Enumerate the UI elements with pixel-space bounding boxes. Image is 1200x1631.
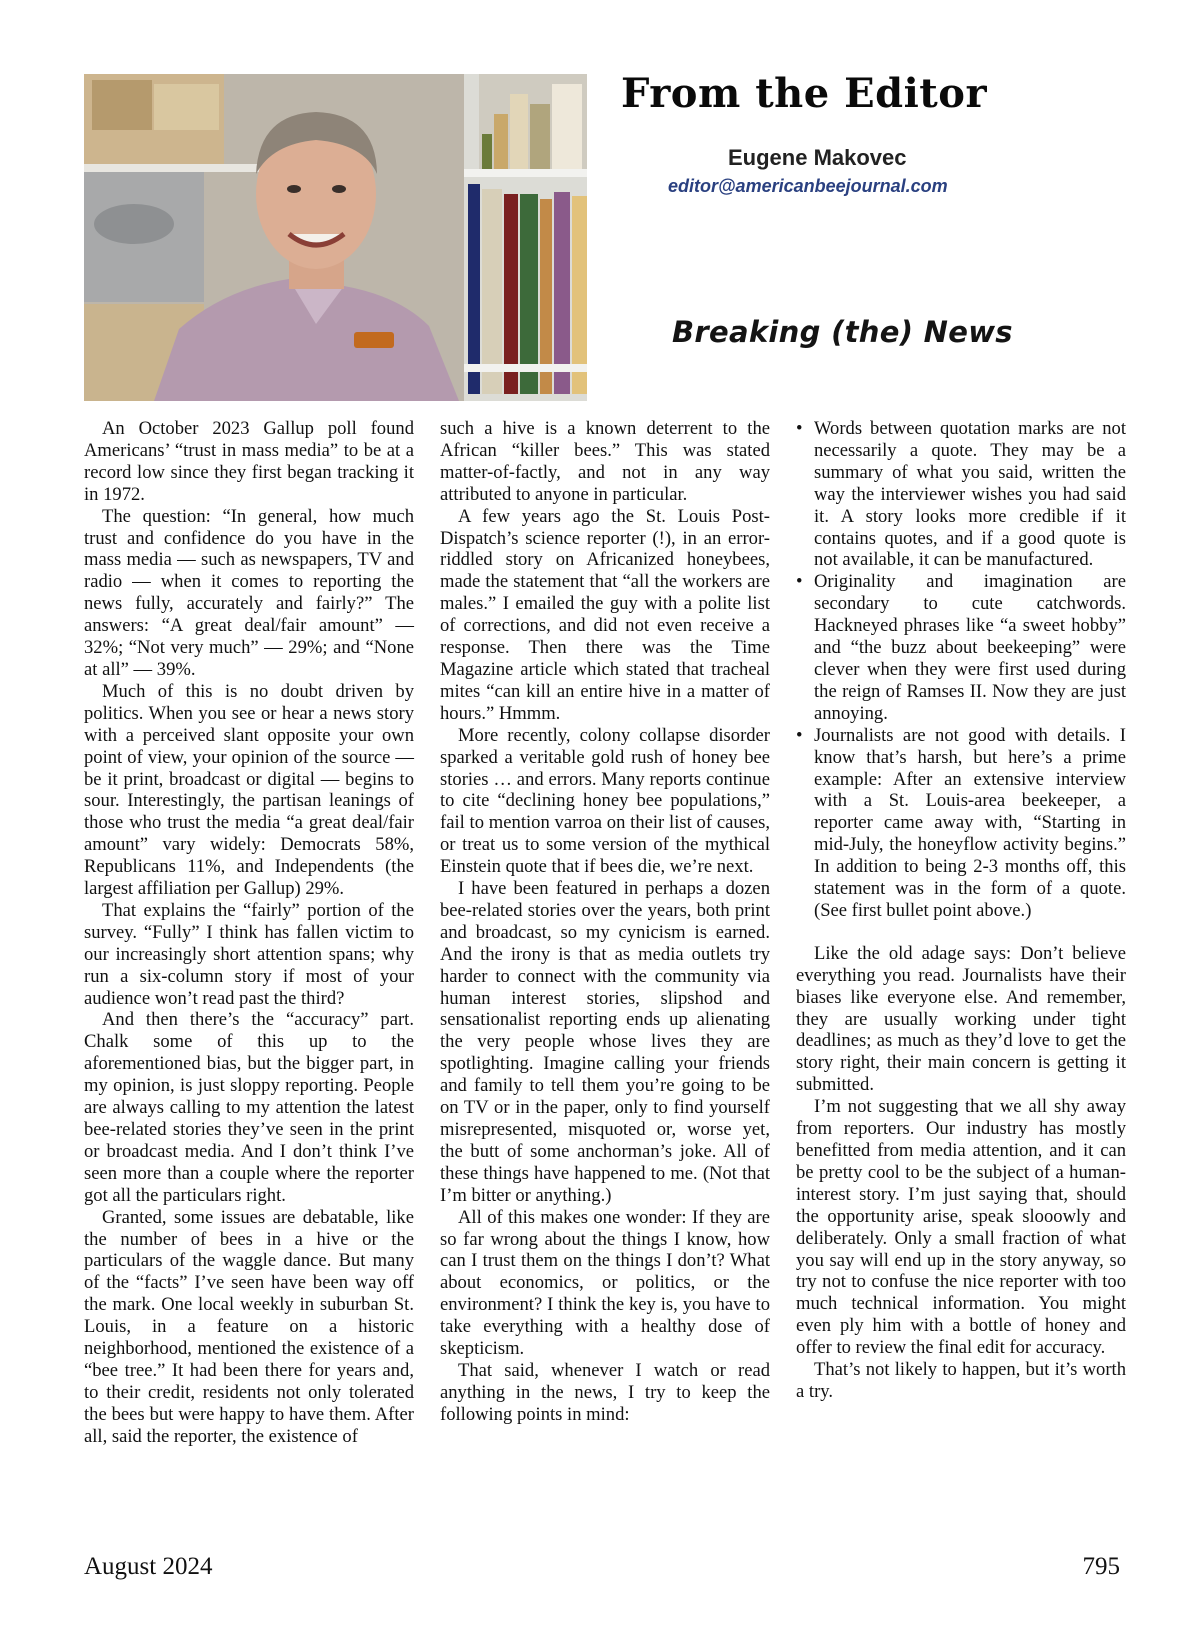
editor-photo <box>84 74 587 401</box>
author-name: Eugene Makovec <box>728 145 907 170</box>
article-column-1 <box>84 418 414 1448</box>
paragraph: I’m not suggesting that we all shy away from reporters. Our industry has mostly benefitted from media attention, and it can be pretty cool to be the subject of a human-interest story. I’m just saying that, should the opportunity arise, speak slooowly and deliberately. Only a small fraction of what you say will end up in the story anyway, so try not to confuse the nice reporter with too much technical information. You might even ply him with a bottle of honey and offer to review the final edit for accuracy. <box>796 1096 1126 1359</box>
paragraph: And then there’s the “accuracy” part. Chalk some of this up to the aforementioned bias, but the bigger part, in my opinion, is just sloppy reporting. People are always calling to my attention the latest bee-related stories they’ve seen in the print or broadcast media. And I don’t think I’ve seen more than a couple where the reporter got all the particulars right. <box>84 1009 414 1206</box>
paragraph: That said, whenever I watch or read anything in the news, I try to keep the following points in mind: <box>440 1359 770 1425</box>
article-column-3 <box>796 418 1126 1403</box>
bullet-list <box>796 418 1126 922</box>
paragraph: That’s not likely to happen, but it’s worth a try. <box>796 1359 1126 1402</box>
paragraph: The question: “In general, how much trust and confidence do you have in the mass media — such as newspapers, TV and radio — when it comes to reporting the news fully, accurately and fairly?” The answers: “A great deal/fair amount” — 32%; “Not very much” — 29%; and “None at all” — 39%. <box>84 505 414 680</box>
article-column-2 <box>440 418 770 1426</box>
paragraph: Like the old adage says: Don’t believe everything you read. Journalists have their biases like everyone else. And remember, they are usually working under tight deadlines; as much as they’d love to get the story right, their main concern is getting it submitted. <box>796 942 1126 1096</box>
paragraph: That explains the “fairly” portion of the survey. “Fully” I think has fallen victim to our increasingly short attention spans; why run a six-column story if most of your audience won’t read past the third? <box>84 899 414 1009</box>
paragraph: Much of this is no doubt driven by politics. When you see or hear a news story with a perceived slant opposite your own point of view, your opinion of the source — be it print, broadcast or digital — begins to sour. Interestingly, the partisan leanings of those who trust the media “a great deal/fair amount” vary widely: Democrats 58%, Republicans 11%, and Independents (the largest affiliation per Gallup) 29%. <box>84 680 414 900</box>
paragraph: Granted, some issues are debatable, like the number of bees in a hive or the particulars of the waggle dance. But many of the “facts” I’ve seen have been way off the mark. One local weekly in suburban St. Louis, in a feature on a historic neighborhood, mentioned the existence of a “bee tree.” It had been there for years and, to their credit, residents not only tolerated the bees but were happy to have them. After all, said the reporter, the existence of <box>84 1206 414 1447</box>
paragraph: An October 2023 Gallup poll found Americans’ “trust in mass media” to be at a record low since they first began tracking it in 1972. <box>84 418 414 505</box>
issue-date: August 2024 <box>84 1553 213 1580</box>
paragraph: All of this makes one wonder: If they are so far wrong about the things I know, how can I trust them on the things I don’t? What about economics, or politics, or the environment? I think the key is, you have to take everything with a healthy dose of skepticism. <box>440 1206 770 1360</box>
bullet-item: • Originality and imagination are secondary to cute catchwords. Hackneyed phrases like “a sweet hobby” and “the buzz about beekeeping” were clever when they were first used during the reign of Ramses II. Now they are just annoying. <box>796 571 1126 724</box>
paragraph: More recently, colony collapse disorder sparked a veritable gold rush of honey bee stories … and errors. Many reports continue to cite “declining honey bee populations,” fail to mention varroa on their list of causes, or treat us to some version of the mythical Einstein quote that if bees die, we’re next. <box>440 724 770 878</box>
author-email[interactable]: editor@americanbeejournal.com <box>668 176 948 196</box>
paragraph: I have been featured in perhaps a dozen bee-related stories over the years, both print and broadcast, so my cynicism is earned. And the irony is that as media outlets try harder to connect with the community via human interest stories, slipshod and sensationalist reporting ends up alienating the very people whose lives they are spotlighting. Imagine calling your friends and family to tell them you’re going to be on TV or in the paper, only to find yourself misrepresented, misquoted or, worse yet, the butt of some anchorman’s joke. All of these things have happened to me. (Not that I’m bitter or anything.) <box>440 878 770 1206</box>
bullet-item: • Words between quotation marks are not necessarily a quote. They may be a summary of what you said, written the way the interviewer wishes you had said it. A story looks more credible if it contains quotes, and if a good quote is not available, it can be manufactured. <box>796 418 1126 571</box>
page-number: 795 <box>1082 1553 1120 1580</box>
paragraph: such a hive is a known deterrent to the African “killer bees.” This was stated matter-of-factly, and not in any way attributed to anyone in particular. <box>440 418 770 505</box>
editor-portrait-illustration <box>84 74 587 401</box>
article-subtitle: Breaking (the) News <box>672 315 1013 349</box>
page-title: From the Editor <box>621 70 988 117</box>
bullet-item: • Journalists are not good with details. I know that’s harsh, but here’s a prime example: After an extensive interview with a St. Louis-area beekeeper, a reporter came away with, “Starting in mid-July, the honeyflow activity begins.” In addition to being 2-3 months off, this statement was in the form of a quote. (See first bullet point above.) <box>796 725 1126 922</box>
paragraph: A few years ago the St. Louis Post-Dispatch’s science reporter (!), in an error-riddled story on Africanized honeybees, made the statement that “all the workers are males.” I emailed the guy with a polite list of corrections, and did not even receive a response. Then there was the Time Magazine article which stated that tracheal mites “can kill an entire hive in a matter of hours.” Hmmm. <box>440 505 770 724</box>
